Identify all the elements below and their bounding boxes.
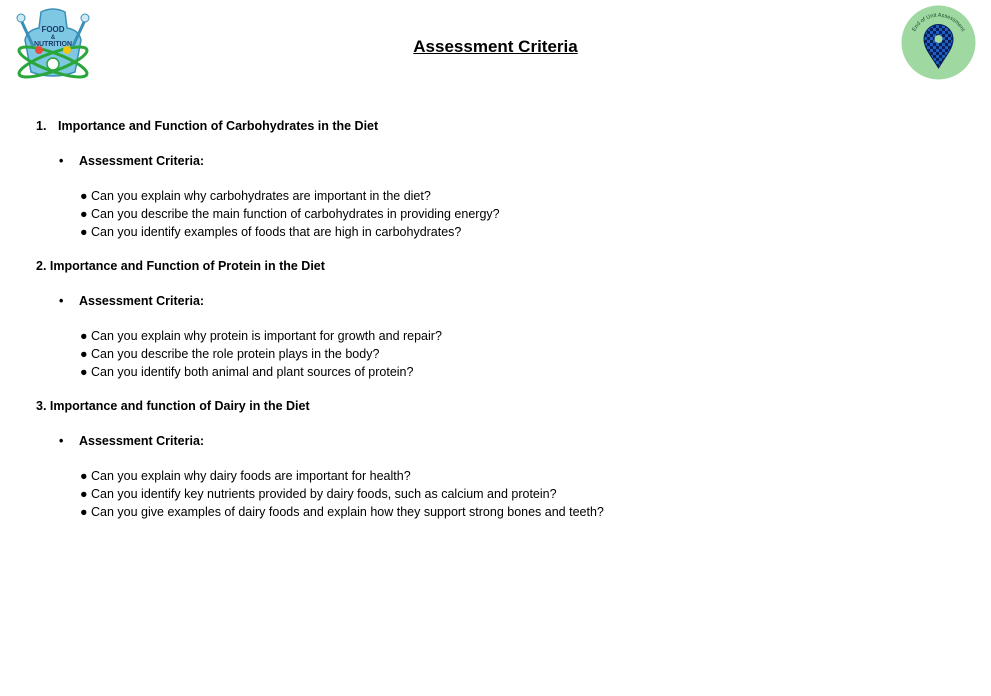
criteria-label [36,433,936,450]
section-heading [36,258,936,275]
section-dairy [36,398,936,521]
section-title: Importance and Function of Carbohydrates in the Diet [58,119,379,133]
question-list [36,187,936,241]
criteria-content [36,118,936,521]
section-protein [36,258,936,381]
bullet-icon: • [59,434,64,448]
question-item: ● Can you explain why protein is important for growth and repair? [80,329,442,343]
logo-text-top: FOOD [41,25,65,34]
bullet-icon: • [59,294,64,308]
question-item: ● Can you identify examples of foods that are high in carbohydrates? [80,225,462,239]
page-title: Assessment Criteria [413,37,578,56]
criteria-label-text: Assessment Criteria: [79,434,205,448]
section-carbohydrates [36,118,936,241]
bullet-icon: • [59,154,64,168]
section-title: 2. Importance and Function of Protein in the Diet [36,259,325,273]
badge-text: End of Unit Assessment [911,12,966,33]
criteria-label-text: Assessment Criteria: [79,154,205,168]
section-heading [36,398,936,415]
criteria-label [36,293,936,310]
question-item: ● Can you identify both animal and plant sources of protein? [80,365,414,379]
question-item: ● Can you explain why carbohydrates are important in the diet? [80,189,431,203]
criteria-label [36,153,936,170]
question-item: ● Can you describe the main function of carbohydrates in providing energy? [80,207,500,221]
logo-text-mid: & [50,35,56,41]
logo-text-bottom: NUTRITION [33,41,73,48]
question-item: ● Can you give examples of dairy foods and explain how they support strong bones and teeth? [80,505,604,519]
section-number: 1. [36,119,47,133]
question-list [36,327,936,381]
question-item: ● Can you identify key nutrients provided by dairy foods, such as calcium and protein? [80,487,557,501]
question-list [36,467,936,521]
section-title: 3. Importance and function of Dairy in the Diet [36,399,310,413]
question-item: ● Can you explain why dairy foods are important for health? [80,469,411,483]
question-item: ● Can you describe the role protein plays in the body? [80,347,380,361]
section-heading [36,118,936,135]
criteria-label-text: Assessment Criteria: [79,294,205,308]
